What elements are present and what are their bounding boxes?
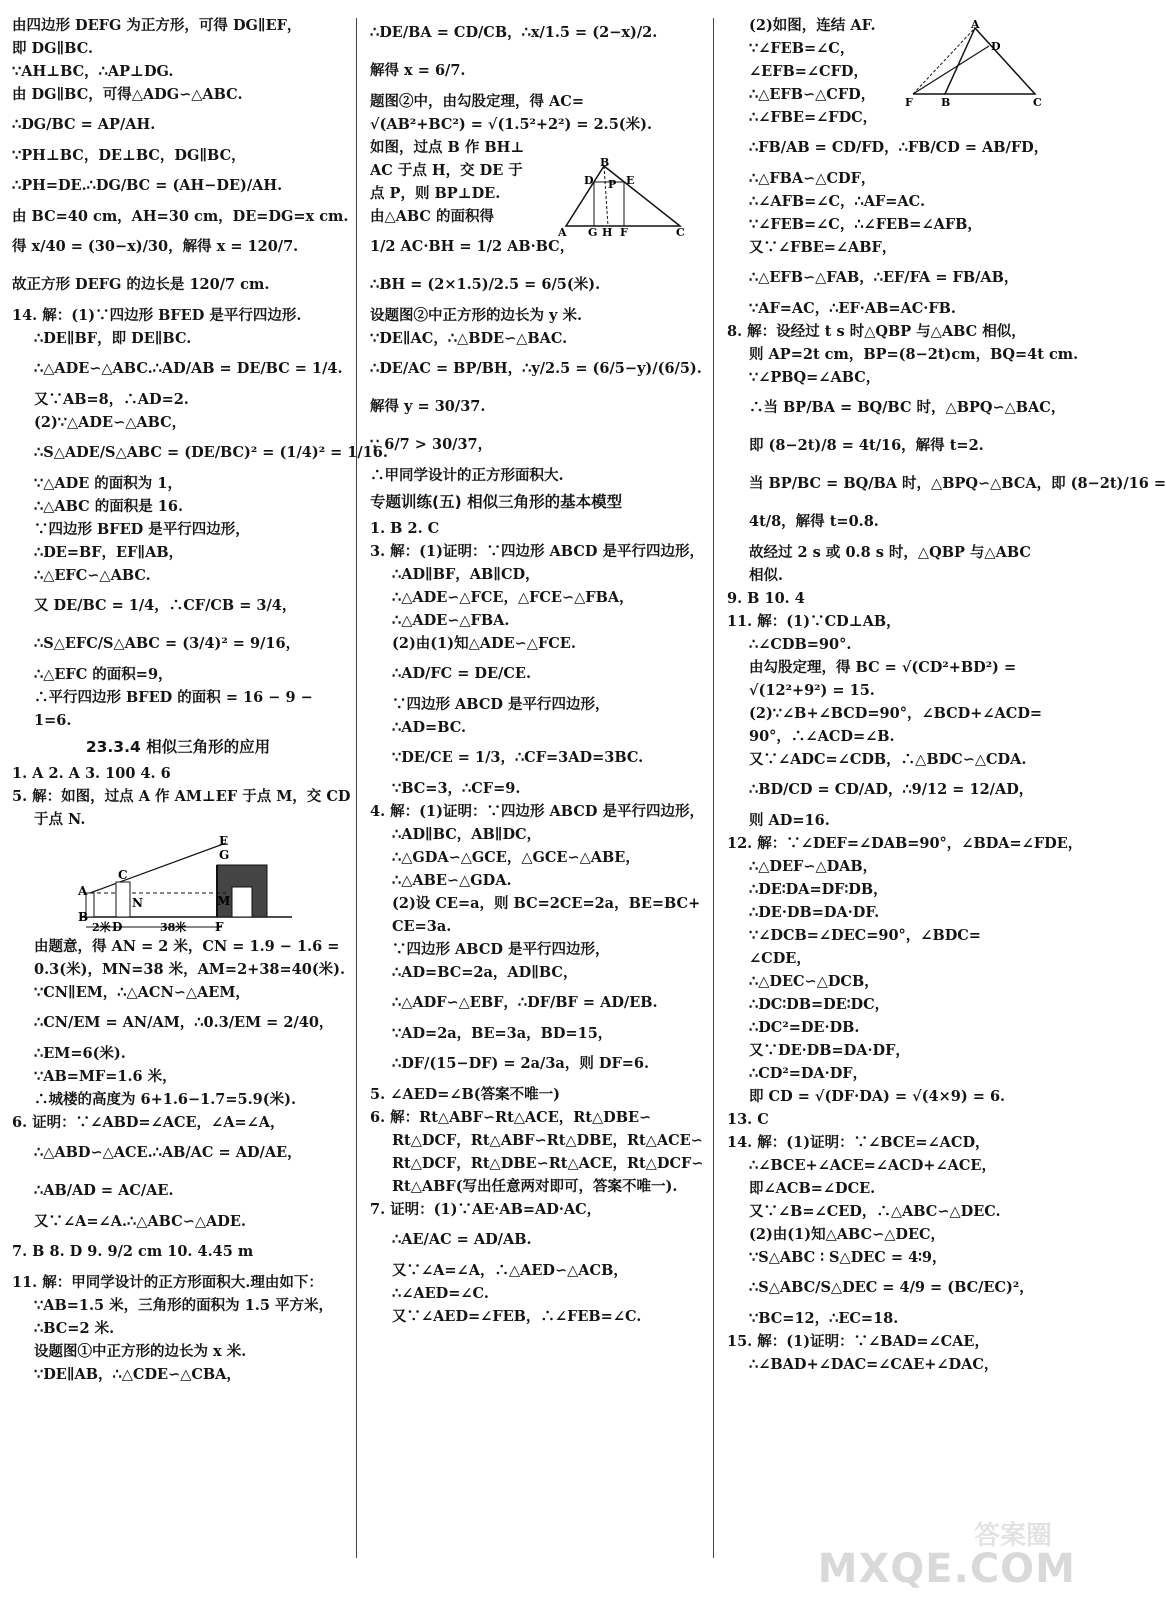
- text-line: 则 AD=16.: [749, 812, 830, 829]
- text-line: ∴EM=6(米).: [34, 1045, 126, 1062]
- text-line: ∴S△ADE/S△ABC = (DE/BC)² = (1/4)² = 1/16.: [34, 444, 388, 461]
- text-line: (2)∵∠B+∠BCD=90°，∠BCD+∠ACD=: [749, 705, 1043, 722]
- fig3-label: B: [941, 96, 951, 109]
- text-line: ∴PH=DE.∴DG/BC = (AH−DE)/AH.: [12, 177, 283, 194]
- text-line: ∵PH⊥BC，DE⊥BC，DG∥BC，: [12, 147, 246, 164]
- text-line: ∴当 BP/BA = BQ/BC 时，△BPQ∽△BAC，: [749, 399, 1066, 416]
- text-line: ∴AD=BC=2a，AD∥BC，: [392, 964, 578, 981]
- fig1-label: B: [78, 910, 89, 924]
- text-line: 4. 解：(1)证明：∵四边形 ABCD 是平行四边形，: [370, 803, 704, 820]
- fig2-label: B: [600, 156, 610, 169]
- text-line: ∴S△EFC/S△ABC = (3/4)² = 9/16，: [34, 635, 301, 652]
- text-line: ∴DE∥BF，即 DE∥BC.: [34, 330, 192, 347]
- text-line: 点 P，则 BP⊥DE.: [370, 185, 501, 202]
- text-line: ∴△ADF∽△EBF，∴DF/BF = AD/EB.: [392, 994, 658, 1011]
- text-line: 由勾股定理，得 BC = √(CD²+BD²) =: [749, 659, 1017, 676]
- text-line: 即 (8−2t)/8 = 4t/16，解得 t=2.: [749, 437, 984, 454]
- text-line: ∴△ABD∽△ACE.∴AB/AC = AD/AE，: [34, 1144, 302, 1161]
- text-line: ∴BC=2 米.: [34, 1320, 115, 1337]
- fig3-label: C: [1033, 96, 1042, 109]
- triangle-afc-figure: [905, 20, 1065, 110]
- text-line: 又∵∠ADC=∠CDB，∴△BDC∽△CDA.: [749, 751, 1027, 768]
- text-line: 故经过 2 s 或 0.8 s 时，△QBP 与△ABC: [749, 544, 1031, 561]
- text-line: ∴AD∥BC，AB∥DC，: [392, 826, 542, 843]
- fig1-label: M: [217, 894, 231, 908]
- text-line: ∵DE∥AB，∴△CDE∽△CBA，: [34, 1366, 241, 1383]
- text-line: 相似.: [749, 567, 784, 584]
- text-line: 即 CD = √(DF·DA) = √(4×9) = 6.: [749, 1088, 1006, 1105]
- text-line: 故正方形 DEFG 的边长是 120/7 cm.: [12, 276, 270, 293]
- text-line: ∴AD/FC = DE/CE.: [392, 665, 531, 682]
- text-line: 又∵∠A=∠A.∴△ABC∽△ADE.: [34, 1213, 246, 1230]
- text-line: ∵∠PBQ=∠ABC，: [749, 369, 881, 386]
- text-line: ∴平行四边形 BFED 的面积 = 16 − 9 −: [34, 689, 313, 706]
- text-line: 90°，∴∠ACD=∠B.: [749, 728, 895, 745]
- text-line: 14. 解：(1)∵四边形 BFED 是平行四边形.: [12, 307, 302, 324]
- text-line: ∴甲同学设计的正方形面积大.: [370, 467, 564, 484]
- fig1-label: 38米: [160, 921, 187, 934]
- text-line: ∵BC=3，∴CF=9.: [392, 780, 521, 797]
- text-line: ∠EFB=∠CFD，: [749, 63, 868, 80]
- text-line: ∴△EFB∽△FAB，∴EF/FA = FB/AB，: [749, 269, 1019, 286]
- text-line: ∵AH⊥BC，∴AP⊥DG.: [12, 63, 174, 80]
- text-line: ∵CN∥EM，∴△ACN∽△AEM，: [34, 984, 250, 1001]
- text-line: ∵AD=2a，BE=3a，BD=15，: [392, 1025, 613, 1042]
- fig2-label: G: [588, 226, 598, 239]
- text-line: ∴AE/AC = AD/AB.: [392, 1231, 532, 1248]
- text-line: ∵∠FEB=∠C，∴∠FEB=∠AFB，: [749, 216, 982, 233]
- text-line: 又∵∠B=∠CED，∴△ABC∽△DEC.: [749, 1203, 1001, 1220]
- city-wall-figure: [12, 833, 342, 933]
- text-line: 设题图①中正方形的边长为 x 米.: [34, 1343, 247, 1360]
- fig2-label: H: [602, 226, 613, 239]
- text-line: 由题意，得 AN = 2 米，CN = 1.9 − 1.6 =: [34, 938, 340, 955]
- fig1-label: D: [112, 920, 123, 934]
- fig1-label: E: [219, 834, 229, 848]
- text-line: 14. 解：(1)证明：∵∠BCE=∠ACD，: [727, 1134, 990, 1151]
- text-line: Rt△DCF，Rt△DBE∽Rt△ACE，Rt△DCF∽: [392, 1155, 704, 1172]
- text-line: ∴城楼的高度为 6+1.6−1.7=5.9(米).: [34, 1091, 297, 1108]
- text-line: ∴DG/BC = AP/AH.: [12, 116, 156, 133]
- text-line: ∵BC=12，∴EC=18.: [749, 1310, 899, 1327]
- text-line: (2)由(1)知△ABC∽△DEC，: [749, 1226, 946, 1243]
- text-line: 5. 解：如图，过点 A 作 AM⊥EF 于点 M，交 CD: [12, 788, 351, 805]
- column-left: [12, 14, 388, 1386]
- text-line: 6. 证明：∵∠ABD=∠ACE，∠A=∠A，: [12, 1114, 285, 1131]
- text-line: 3. 解：(1)证明：∵四边形 ABCD 是平行四边形，: [370, 543, 704, 560]
- text-line: 8. 解：设经过 t s 时△QBP 与△ABC 相似，: [727, 323, 1026, 340]
- text-line: ∵AB=1.5 米，三角形的面积为 1.5 平方米，: [34, 1297, 333, 1314]
- col1-lines: [12, 14, 388, 831]
- fig2-label: F: [620, 226, 628, 239]
- text-line: ∴DF/(15−DF) = 2a/3a，则 DF=6.: [392, 1055, 650, 1072]
- text-line: 5. ∠AED=∠B(答案不唯一): [370, 1086, 560, 1103]
- fig1-label: A: [78, 884, 88, 898]
- watermark: MXQE.COM: [817, 1546, 1076, 1592]
- text-line: ∴△FBA∽△CDF，: [749, 170, 876, 187]
- text-line: 如图，过点 B 作 BH⊥: [370, 139, 525, 156]
- text-line: √(AB²+BC²) = √(1.5²+2²) = 2.5(米).: [370, 116, 653, 133]
- text-line: 专题训练(五) 相似三角形的基本模型: [370, 493, 623, 511]
- text-line: ∵AB=MF=1.6 米，: [34, 1068, 177, 1085]
- text-line: 7. 证明：(1)∵AE·AB=AD·AC，: [370, 1201, 602, 1218]
- fig2-label: P: [608, 178, 617, 191]
- text-line: Rt△ABF(写出任意两对即可，答案不唯一).: [392, 1178, 678, 1195]
- text-line: 由 DG∥BC，可得△ADG∽△ABC.: [12, 86, 243, 103]
- fig2-label: E: [626, 174, 635, 187]
- fig1-label: 2米: [92, 921, 111, 934]
- text-line: ∴FB/AB = CD/FD，∴FB/CD = AB/FD，: [749, 139, 1049, 156]
- text-line: ∠CDE，: [749, 950, 811, 967]
- text-line: ∴DE∶DA=DF∶DB，: [749, 881, 888, 898]
- text-line: (2)由(1)知△ADE∽△FCE.: [392, 635, 576, 652]
- text-line: ∴△ADE∽△FCE，△FCE∽△FBA，: [392, 589, 634, 606]
- text-line: ∵△ADE 的面积为 1，: [34, 475, 182, 492]
- text-line: 当 BP/BC = BQ/BA 时，△BPQ∽△BCA，即 (8−2t)/16 =: [749, 475, 1166, 492]
- text-line: ∵DE/CE = 1/3，∴CF=3AD=3BC.: [392, 749, 644, 766]
- text-line: 由 BC=40 cm，AH=30 cm，DE=DG=x cm.: [12, 208, 349, 225]
- text-line: 又 DE/BC = 1/4，∴CF/CB = 3/4，: [34, 597, 297, 614]
- text-line: (2)∵△ADE∽△ABC，: [34, 414, 187, 431]
- column-divider: [713, 18, 714, 1558]
- text-line: ∵DE∥AC，∴△BDE∽△BAC.: [370, 330, 568, 347]
- column-divider: [356, 18, 357, 1558]
- text-line: 23.3.4 相似三角形的应用: [85, 738, 271, 756]
- text-line: ∵S△ABC ∶ S△DEC = 4∶9，: [749, 1249, 947, 1266]
- text-line: (2)如图，连结 AF.: [749, 17, 876, 34]
- text-line: ∴△ADE∽△ABC.∴AD/AB = DE/BC = 1/4.: [34, 360, 343, 377]
- text-line: 设题图②中正方形的边长为 y 米.: [370, 307, 583, 324]
- text-line: ∴∠AFB=∠C，∴AF=AC.: [749, 193, 926, 210]
- text-line: 又∵∠A=∠A，∴△AED∽△ACB，: [392, 1262, 628, 1279]
- text-line: ∴△GDA∽△GCE，△GCE∽△ABE，: [392, 849, 640, 866]
- text-line: ∴△EFC∽△ABC.: [34, 567, 151, 584]
- text-line: ∴△EFB∽△CFD，: [749, 86, 876, 103]
- text-line: √(12²+9²) = 15.: [749, 682, 875, 699]
- watermark-badge: 答案圈: [973, 1521, 1052, 1551]
- text-line: ∴DE/AC = BP/BH，∴y/2.5 = (6/5−y)/(6/5).: [370, 360, 702, 377]
- text-line: Rt△DCF，Rt△ABF∽Rt△DBE，Rt△ACE∽: [392, 1132, 703, 1149]
- text-line: ∴△DEC∽△DCB，: [749, 973, 879, 990]
- text-line: ∴∠FBE=∠FDC，: [749, 109, 878, 126]
- text-line: 即 DG∥BC.: [12, 40, 94, 57]
- text-line: 11. 解：(1)∵CD⊥AB，: [727, 613, 901, 630]
- text-line: 4t/8，解得 t=0.8.: [749, 513, 879, 530]
- text-line: ∴∠AED=∠C.: [392, 1285, 489, 1302]
- fig2-label: A: [558, 226, 567, 239]
- text-line: 又∵DE·DB=DA·DF，: [749, 1042, 910, 1059]
- text-line: 得 x/40 = (30−x)/30，解得 x = 120/7.: [12, 238, 299, 255]
- text-line: ∴∠BAD+∠DAC=∠CAE+∠DAC，: [749, 1356, 999, 1373]
- text-line: ∵∠DCB=∠DEC=90°，∠BDC=: [749, 927, 981, 944]
- text-line: ∴△DEF∽△DAB，: [749, 858, 878, 875]
- text-line: 0.3(米)，MN=38 米，AM=2+38=40(米).: [34, 961, 346, 978]
- text-line: ∴△EFC 的面积=9，: [34, 666, 173, 683]
- text-line: ∴DE/BA = CD/CB，∴x/1.5 = (2−x)/2.: [370, 24, 658, 41]
- text-line: 由四边形 DEFG 为正方形，可得 DG∥EF，: [12, 17, 302, 34]
- text-line: 1. B 2. C: [370, 520, 440, 537]
- text-line: (2)设 CE=a，则 BC=2CE=2a，BE=BC+: [392, 895, 701, 912]
- col3-lines: [727, 14, 1166, 1376]
- text-line: ∴DE=BF，EF∥AB，: [34, 544, 184, 561]
- text-line: ∴AD=BC.: [392, 719, 467, 736]
- text-line: 11. 解：甲同学设计的正方形面积大.理由如下：: [12, 1274, 323, 1291]
- fig1-label: F: [215, 920, 224, 934]
- fig2-label: C: [676, 226, 685, 239]
- text-line: 9. B 10. 4: [727, 590, 805, 607]
- text-line: 又∵∠FBE=∠ABF，: [749, 239, 897, 256]
- text-line: 1=6.: [34, 712, 72, 729]
- text-line: 解得 y = 30/37.: [370, 398, 486, 415]
- fig3-label: A: [971, 18, 980, 31]
- text-line: AC 于点 H，交 DE 于: [370, 162, 523, 179]
- text-line: 1. A 2. A 3. 100 4. 6: [12, 765, 171, 782]
- text-line: 13. C: [727, 1111, 769, 1128]
- text-line: 解得 x = 6/7.: [370, 62, 466, 79]
- col1-lines-bottom: [12, 935, 344, 1386]
- text-line: 即∠ACB=∠DCE.: [749, 1180, 876, 1197]
- text-line: ∴△ADE∽△FBA.: [392, 612, 510, 629]
- fig3-label: F: [905, 96, 913, 109]
- text-line: ∴DE·DB=DA·DF.: [749, 904, 880, 921]
- fig3-label: D: [991, 40, 1001, 53]
- fig1-label: N: [132, 896, 143, 910]
- text-line: ∴S△ABC/S△DEC = 4/9 = (BC/EC)²，: [749, 1279, 1034, 1296]
- fig1-label: G: [219, 848, 230, 862]
- text-line: ∵AF=AC，∴EF·AB=AC·FB.: [749, 300, 956, 317]
- column-right: [727, 14, 1166, 1376]
- text-line: ∴DC²=DE·DB.: [749, 1019, 860, 1036]
- text-line: 7. B 8. D 9. 9/2 cm 10. 4.45 m: [12, 1243, 254, 1260]
- text-line: ∴∠BCE+∠ACE=∠ACD+∠ACE，: [749, 1157, 996, 1174]
- triangle-square-figure: [558, 158, 688, 238]
- text-line: ∴AB/AD = AC/AE.: [34, 1182, 174, 1199]
- text-line: ∴DC∶DB=DE∶DC，: [749, 996, 890, 1013]
- text-line: 又∵∠AED=∠FEB，∴∠FEB=∠C.: [392, 1308, 642, 1325]
- text-line: 1/2 AC·BH = 1/2 AB·BC，: [370, 238, 575, 255]
- text-line: ∵ 6/7 > 30/37，: [370, 436, 493, 453]
- text-line: 15. 解：(1)证明：∵∠BAD=∠CAE，: [727, 1333, 989, 1350]
- text-line: ∴BH = (2×1.5)/2.5 = 6/5(米).: [370, 276, 601, 293]
- column-middle: [370, 14, 704, 1328]
- text-line: ∴AD∥BF，AB∥CD，: [392, 566, 540, 583]
- text-line: ∴△ABE∽△GDA.: [392, 872, 512, 889]
- text-line: 又∵AB=8，∴AD=2.: [34, 391, 189, 408]
- text-line: ∵∠FEB=∠C，: [749, 40, 855, 57]
- text-line: CE=3a.: [392, 918, 452, 935]
- text-line: ∴CD²=DA·DF，: [749, 1065, 868, 1082]
- text-line: 则 AP=2t cm，BP=(8−2t)cm，BQ=4t cm.: [749, 346, 1079, 363]
- text-line: 12. 解：∵∠DEF=∠DAB=90°，∠BDA=∠FDE，: [727, 835, 1083, 852]
- text-line: 6. 解：Rt△ABF∽Rt△ACE，Rt△DBE∽: [370, 1109, 652, 1126]
- text-line: ∵四边形 ABCD 是平行四边形，: [392, 941, 610, 958]
- fig1-label: C: [118, 868, 128, 882]
- text-line: ∴CN/EM = AN/AM，∴0.3/EM = 2/40，: [34, 1014, 334, 1031]
- fig2-label: D: [584, 174, 594, 187]
- text-line: ∴△ABC 的面积是 16.: [34, 498, 184, 515]
- text-line: ∴BD/CD = CD/AD，∴9/12 = 12/AD，: [749, 781, 1034, 798]
- text-line: 题图②中，由勾股定理，得 AC=: [370, 93, 584, 110]
- text-line: 由△ABC 的面积得: [370, 208, 495, 225]
- text-line: ∵四边形 ABCD 是平行四边形，: [392, 696, 610, 713]
- text-line: 于点 N.: [34, 811, 86, 828]
- text-line: ∴∠CDB=90°.: [749, 636, 852, 653]
- text-line: ∵四边形 BFED 是平行四边形，: [34, 521, 250, 538]
